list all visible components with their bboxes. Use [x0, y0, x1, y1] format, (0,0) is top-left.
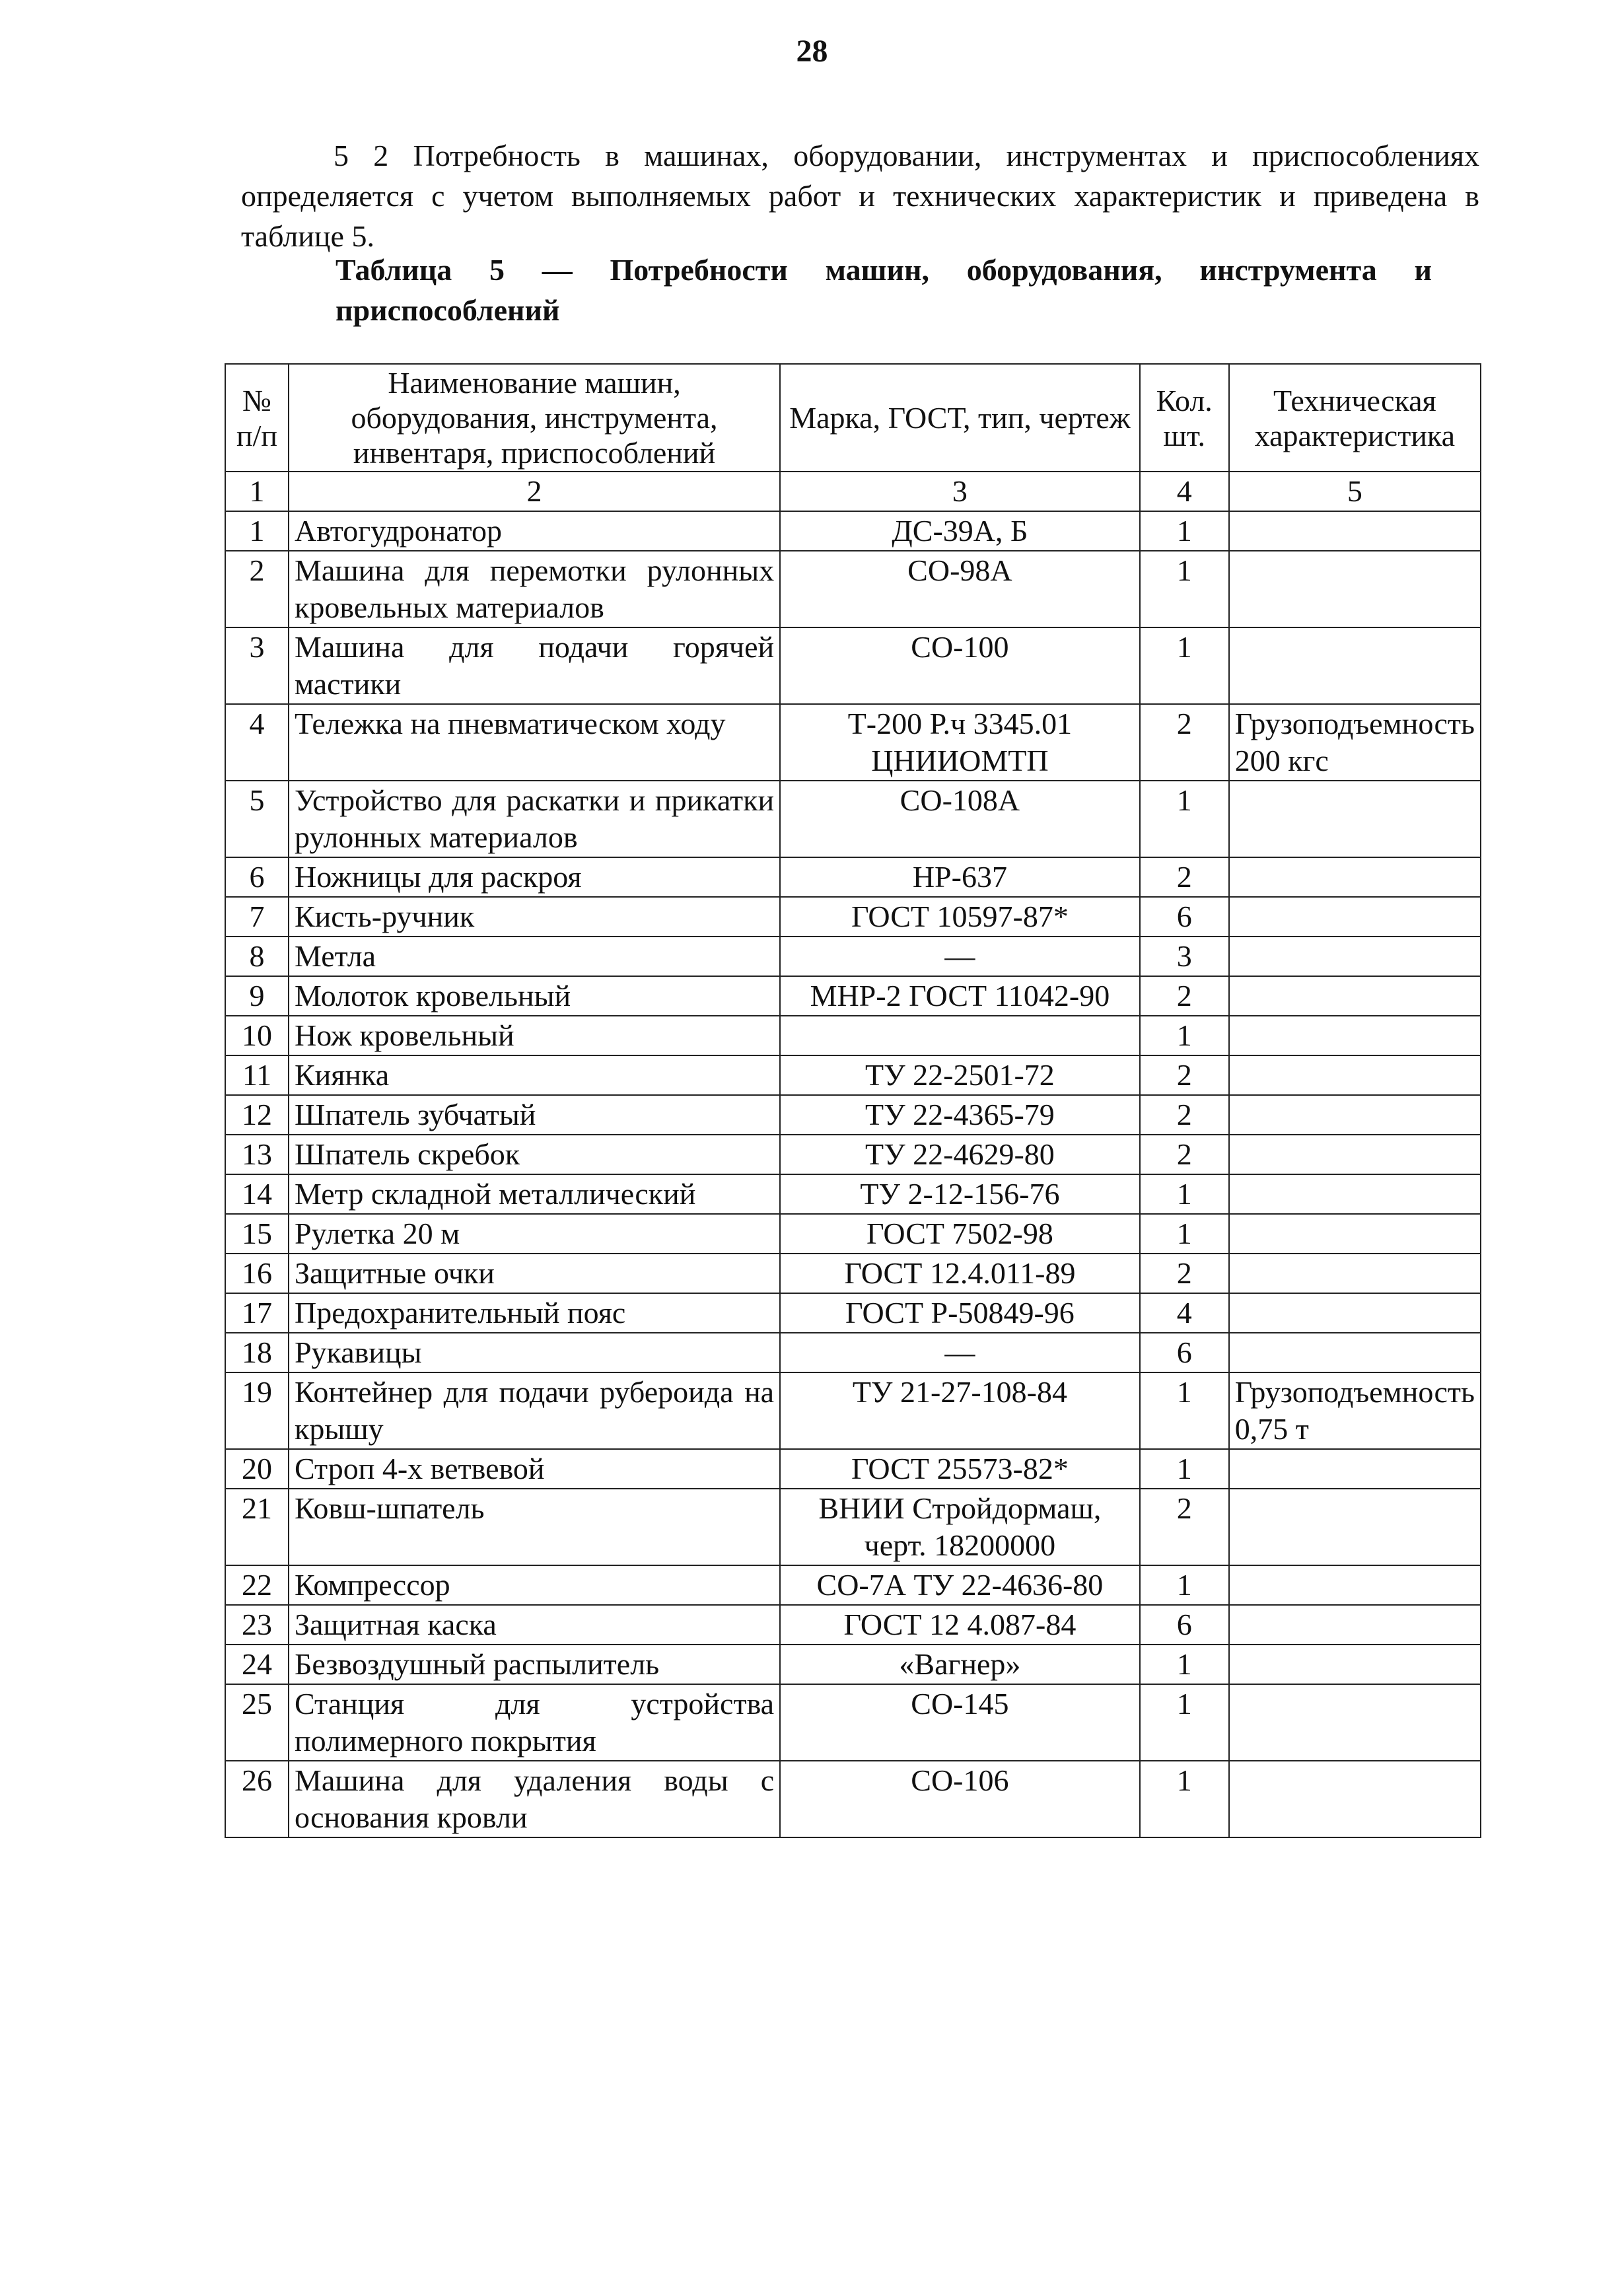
cell-name: Устройство для раскатки и прикатки рулонных материалов: [289, 781, 780, 857]
cell-mark: СО-106: [780, 1761, 1140, 1837]
column-number: 3: [780, 472, 1140, 511]
cell-number: 26: [225, 1761, 289, 1837]
cell-specification: [1229, 976, 1481, 1016]
cell-specification: [1229, 1449, 1481, 1489]
cell-quantity: 6: [1140, 1333, 1229, 1372]
cell-number: 15: [225, 1214, 289, 1254]
table-row: [225, 857, 1481, 897]
table-row: [225, 627, 1481, 704]
cell-quantity: 2: [1140, 1095, 1229, 1135]
cell-number: 25: [225, 1684, 289, 1761]
cell-number: 3: [225, 627, 289, 704]
cell-quantity: 1: [1140, 1372, 1229, 1449]
cell-specification: [1229, 1135, 1481, 1174]
table-row: [225, 1372, 1481, 1449]
cell-mark: СО-108А: [780, 781, 1140, 857]
cell-mark: ГОСТ 12 4.087-84: [780, 1605, 1140, 1645]
table-row: [225, 551, 1481, 627]
header-number: № п/п: [225, 364, 289, 472]
cell-quantity: 1: [1140, 1684, 1229, 1761]
cell-name: Кисть-ручник: [289, 897, 780, 937]
table-row: [225, 1489, 1481, 1565]
cell-number: 5: [225, 781, 289, 857]
cell-number: 1: [225, 511, 289, 551]
cell-specification: [1229, 1254, 1481, 1293]
cell-specification: [1229, 1605, 1481, 1645]
cell-quantity: 4: [1140, 1293, 1229, 1333]
cell-quantity: 2: [1140, 857, 1229, 897]
cell-quantity: 1: [1140, 1016, 1229, 1055]
cell-name: Контейнер для подачи рубероида на крышу: [289, 1372, 780, 1449]
cell-name: Автогудронатор: [289, 511, 780, 551]
table-row: [225, 1761, 1481, 1837]
cell-specification: [1229, 1333, 1481, 1372]
cell-number: 23: [225, 1605, 289, 1645]
cell-number: 7: [225, 897, 289, 937]
cell-name: Нож кровельный: [289, 1016, 780, 1055]
table-header-row: [225, 364, 1481, 472]
cell-mark: ГОСТ Р-50849-96: [780, 1293, 1140, 1333]
column-number: 2: [289, 472, 780, 511]
cell-quantity: 1: [1140, 1645, 1229, 1684]
table-row: [225, 511, 1481, 551]
cell-quantity: 1: [1140, 1565, 1229, 1605]
table-row: [225, 1135, 1481, 1174]
cell-number: 9: [225, 976, 289, 1016]
cell-quantity: 3: [1140, 937, 1229, 976]
cell-mark: НР-637: [780, 857, 1140, 897]
cell-number: 20: [225, 1449, 289, 1489]
cell-specification: [1229, 1645, 1481, 1684]
cell-specification: [1229, 627, 1481, 704]
cell-quantity: 2: [1140, 704, 1229, 781]
cell-number: 13: [225, 1135, 289, 1174]
cell-name: Машина для подачи горячей мастики: [289, 627, 780, 704]
cell-mark: ГОСТ 7502-98: [780, 1214, 1140, 1254]
table-row: [225, 937, 1481, 976]
cell-quantity: 1: [1140, 1449, 1229, 1489]
cell-number: 19: [225, 1372, 289, 1449]
table-row: [225, 1605, 1481, 1645]
cell-number: 2: [225, 551, 289, 627]
cell-mark: ГОСТ 12.4.011-89: [780, 1254, 1140, 1293]
cell-quantity: 2: [1140, 1055, 1229, 1095]
cell-number: 6: [225, 857, 289, 897]
cell-name: Молоток кровельный: [289, 976, 780, 1016]
cell-mark: ВНИИ Стройдормаш, черт. 18200000: [780, 1489, 1140, 1565]
cell-name: Шпатель скребок: [289, 1135, 780, 1174]
cell-name: Киянка: [289, 1055, 780, 1095]
cell-mark: СО-98А: [780, 551, 1140, 627]
cell-mark: ГОСТ 10597-87*: [780, 897, 1140, 937]
cell-number: 22: [225, 1565, 289, 1605]
cell-specification: [1229, 1055, 1481, 1095]
table-row: [225, 1016, 1481, 1055]
cell-name: Предохранительный пояс: [289, 1293, 780, 1333]
cell-mark: —: [780, 1333, 1140, 1372]
cell-specification: Грузоподъемность 0,75 т: [1229, 1372, 1481, 1449]
table-row: [225, 976, 1481, 1016]
header-name: Наименование машин, оборудования, инструмента, инвентаря, приспособлений: [289, 364, 780, 472]
cell-name: Ножницы для раскроя: [289, 857, 780, 897]
column-number: 1: [225, 472, 289, 511]
cell-specification: Грузоподъемность 200 кгс: [1229, 704, 1481, 781]
cell-specification: [1229, 1684, 1481, 1761]
cell-specification: [1229, 857, 1481, 897]
cell-name: Машина для удаления воды с основания кровли: [289, 1761, 780, 1837]
page-number: 28: [796, 34, 828, 69]
cell-quantity: 2: [1140, 1254, 1229, 1293]
cell-mark: ДС-39А, Б: [780, 511, 1140, 551]
equipment-table: [225, 363, 1481, 1838]
header-quantity: Кол. шт.: [1140, 364, 1229, 472]
cell-mark: МНР-2 ГОСТ 11042-90: [780, 976, 1140, 1016]
cell-quantity: 6: [1140, 897, 1229, 937]
cell-specification: [1229, 551, 1481, 627]
cell-number: 24: [225, 1645, 289, 1684]
cell-name: Безвоздушный распылитель: [289, 1645, 780, 1684]
cell-mark: ГОСТ 25573-82*: [780, 1449, 1140, 1489]
cell-mark: ТУ 22-4629-80: [780, 1135, 1140, 1174]
cell-specification: [1229, 1016, 1481, 1055]
cell-number: 21: [225, 1489, 289, 1565]
cell-quantity: 1: [1140, 1761, 1229, 1837]
cell-mark: ТУ 22-2501-72: [780, 1055, 1140, 1095]
cell-specification: [1229, 781, 1481, 857]
cell-quantity: 1: [1140, 627, 1229, 704]
cell-mark: —: [780, 937, 1140, 976]
cell-specification: [1229, 897, 1481, 937]
table-row: [225, 1565, 1481, 1605]
cell-mark: ТУ 2-12-156-76: [780, 1174, 1140, 1214]
column-number: 5: [1229, 472, 1481, 511]
cell-name: Строп 4-х ветвевой: [289, 1449, 780, 1489]
cell-quantity: 2: [1140, 1135, 1229, 1174]
cell-specification: [1229, 1761, 1481, 1837]
cell-quantity: 1: [1140, 1214, 1229, 1254]
cell-number: 4: [225, 704, 289, 781]
cell-specification: [1229, 1174, 1481, 1214]
table-row: [225, 781, 1481, 857]
table-row: [225, 1333, 1481, 1372]
table-row: [225, 1254, 1481, 1293]
table-row: [225, 704, 1481, 781]
cell-name: Станция для устройства полимерного покрытия: [289, 1684, 780, 1761]
column-number-row: [225, 472, 1481, 511]
header-mark: Марка, ГОСТ, тип, чертеж: [780, 364, 1140, 472]
table-row: [225, 1214, 1481, 1254]
cell-specification: [1229, 1095, 1481, 1135]
table-row: [225, 1055, 1481, 1095]
cell-number: 18: [225, 1333, 289, 1372]
column-number: 4: [1140, 472, 1229, 511]
cell-name: Тележка на пневматическом ходу: [289, 704, 780, 781]
cell-specification: [1229, 1214, 1481, 1254]
cell-number: 17: [225, 1293, 289, 1333]
table-row: [225, 1174, 1481, 1214]
cell-quantity: 1: [1140, 781, 1229, 857]
table-row: [225, 1645, 1481, 1684]
cell-number: 8: [225, 937, 289, 976]
cell-mark: СО-100: [780, 627, 1140, 704]
cell-name: Метла: [289, 937, 780, 976]
cell-mark: «Вагнер»: [780, 1645, 1140, 1684]
cell-quantity: 1: [1140, 1174, 1229, 1214]
table-row: [225, 897, 1481, 937]
header-specification: Техническая характеристика: [1229, 364, 1481, 472]
cell-name: Ковш-шпатель: [289, 1489, 780, 1565]
cell-number: 16: [225, 1254, 289, 1293]
cell-name: Защитная каска: [289, 1605, 780, 1645]
cell-quantity: 2: [1140, 976, 1229, 1016]
cell-name: Метр складной металлический: [289, 1174, 780, 1214]
cell-specification: [1229, 1489, 1481, 1565]
cell-number: 12: [225, 1095, 289, 1135]
cell-mark: ТУ 22-4365-79: [780, 1095, 1140, 1135]
cell-mark: СО-7А ТУ 22-4636-80: [780, 1565, 1140, 1605]
table-row: [225, 1684, 1481, 1761]
cell-quantity: 6: [1140, 1605, 1229, 1645]
cell-name: Шпатель зубчатый: [289, 1095, 780, 1135]
cell-name: Компрессор: [289, 1565, 780, 1605]
table-row: [225, 1095, 1481, 1135]
cell-name: Защитные очки: [289, 1254, 780, 1293]
cell-name: Машина для перемотки рулонных кровельных материалов: [289, 551, 780, 627]
cell-specification: [1229, 1565, 1481, 1605]
table-caption: Таблица 5 — Потребности машин, оборудования, инструмента и приспособлений: [335, 253, 1432, 327]
cell-quantity: 2: [1140, 1489, 1229, 1565]
cell-mark: [780, 1016, 1140, 1055]
cell-specification: [1229, 511, 1481, 551]
cell-number: 14: [225, 1174, 289, 1214]
intro-paragraph: 5 2 Потребность в машинах, оборудовании, инструментах и приспособлениях определяется с учетом выполняемых работ и технических характеристик и приведена в таблице 5.: [241, 139, 1479, 253]
cell-name: Рукавицы: [289, 1333, 780, 1372]
cell-number: 11: [225, 1055, 289, 1095]
cell-name: Рулетка 20 м: [289, 1214, 780, 1254]
table-row: [225, 1449, 1481, 1489]
cell-mark: ТУ 21-27-108-84: [780, 1372, 1140, 1449]
table-row: [225, 1293, 1481, 1333]
cell-quantity: 1: [1140, 511, 1229, 551]
cell-quantity: 1: [1140, 551, 1229, 627]
cell-number: 10: [225, 1016, 289, 1055]
cell-specification: [1229, 937, 1481, 976]
cell-mark: СО-145: [780, 1684, 1140, 1761]
cell-mark: Т-200 Р.ч 3345.01 ЦНИИОМТП: [780, 704, 1140, 781]
cell-specification: [1229, 1293, 1481, 1333]
